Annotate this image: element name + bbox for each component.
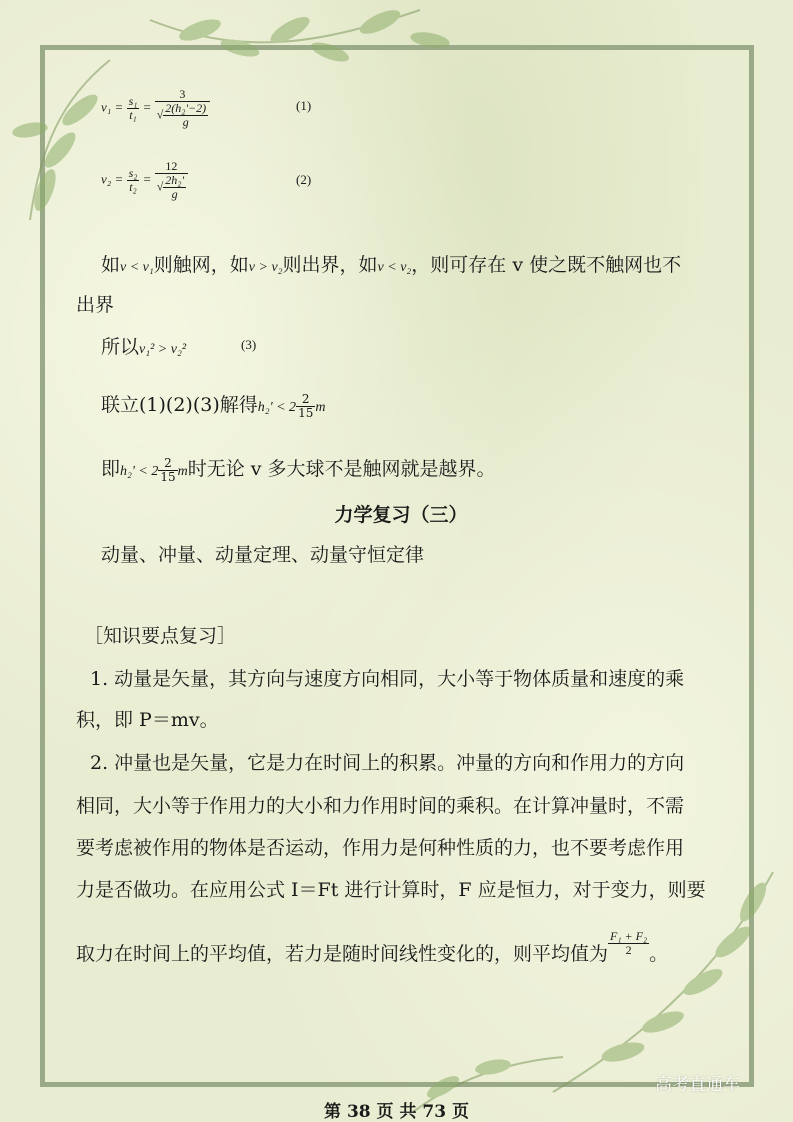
average-force-den: 2 xyxy=(625,943,632,957)
line5-b: 时无论 v 多大球不是触网就是越界。 xyxy=(187,458,496,480)
eq1-sqrt-num: 2(h₂'−2) xyxy=(165,101,207,115)
text-line-2: 出界 xyxy=(76,294,115,316)
line5-a: 即 xyxy=(101,458,121,480)
average-force-fraction xyxy=(608,930,649,957)
eq2-rhs-num: 12 xyxy=(155,160,188,174)
eq1-lhs: v₁ = xyxy=(101,99,124,115)
eq2-fraction xyxy=(127,167,140,194)
line1-d: ，则可存在 v 使之既不触网也不 xyxy=(411,254,682,276)
line1-a: 如 xyxy=(101,254,121,276)
eq1-sqrt-den: g xyxy=(182,115,189,129)
text-line-3 xyxy=(76,334,186,363)
line1-math-1: v < v₁ xyxy=(120,260,154,275)
section-heading: 力学复习（三） xyxy=(334,504,468,526)
para2-line-5 xyxy=(76,930,668,967)
line5-frac-den: 15 xyxy=(160,469,176,484)
line4-frac-num: 2 xyxy=(296,393,315,407)
line4-a: 联立(1)(2)(3)解得 xyxy=(101,394,258,416)
eq1-frac-den: t₁ xyxy=(129,108,137,122)
topic-line: 动量、冲量、动量定理、动量守恒定律 xyxy=(101,544,425,566)
line1-c: 则出界，如 xyxy=(282,254,378,276)
line3-math: v₁² > v₂² xyxy=(139,342,187,357)
text-line-5 xyxy=(76,456,496,485)
eq2-sqrt-den: g xyxy=(171,187,178,201)
line5-frac-num: 2 xyxy=(158,457,177,471)
eq1-rhs xyxy=(155,88,210,129)
eq1-rhs-num: 3 xyxy=(155,88,210,102)
average-force-num: F₁ + F₂ xyxy=(610,929,648,943)
equation-2: v₂ = $\frac{\text{s₂}}{\text{t₂}}$ = 12 √ $\frac{\text{2h₂'}}{g}$ xyxy=(101,160,188,201)
watermark: 高考直通车 xyxy=(655,1075,740,1095)
equation-1: v₁ = $\frac{\text{s₁}}{\text{t₁}}$ = 3 √ $\frac{\text{2(h₂'−2)}}{g}$ xyxy=(101,88,210,129)
eq2-sqrt-num: 2h₂' xyxy=(165,173,185,187)
text-line-1 xyxy=(76,252,681,281)
eq2-rhs-den: √ $\frac{\text{2h₂'}}{g}$ xyxy=(156,173,185,201)
eq2-frac-den: t₂ xyxy=(129,180,137,194)
eq2-number: (2) xyxy=(296,172,312,187)
line1-math-2: v > v₂ xyxy=(248,260,283,275)
eq2-lhs: v₂ = xyxy=(101,171,124,187)
line4-frac-den: 15 xyxy=(298,405,314,420)
para2-line-4: 力是否做功。在应用公式 I＝Ft 进行计算时，F 应是恒力，对于变力，则要 xyxy=(76,879,706,901)
page-footer: 第 38 页 共 73 页 xyxy=(324,1102,469,1122)
para2-end: 。 xyxy=(649,943,669,965)
eq1-frac-num: s₁ xyxy=(128,94,138,108)
line5-math-post: m xyxy=(177,464,188,479)
eq2-rhs xyxy=(155,160,188,201)
eq1-rhs-den: √ $\frac{\text{2(h₂'−2)}}{g}$ xyxy=(156,101,207,129)
line3-a: 所以 xyxy=(101,336,140,358)
line5-fraction xyxy=(158,457,177,484)
para2-line-1: 2. 冲量也是矢量，它是力在时间上的积累。冲量的方向和作用力的方向 xyxy=(90,752,685,774)
para2-line-5-text: 取力在时间上的平均值，若力是随时间线性变化的，则平均值为 xyxy=(76,943,609,965)
knowledge-section-label: ［知识要点复习］ xyxy=(84,625,237,647)
line4-math-post: m xyxy=(315,400,326,415)
line4-math-pre: h₂' < 2 xyxy=(257,400,297,415)
line5-math-pre: h₂' < 2 xyxy=(120,464,159,479)
line4-fraction xyxy=(296,393,315,420)
eq2-frac-num: s₂ xyxy=(128,166,138,180)
para2-line-3: 要考虑被作用的物体是否运动，作用力是何种性质的力，也不要考虑作用 xyxy=(76,837,685,859)
para2-line-2: 相同，大小等于作用力的大小和力作用时间的乘积。在计算冲量时，不需 xyxy=(76,795,685,817)
para1-line-2: 积，即 P＝mv。 xyxy=(76,709,219,731)
eq1-fraction xyxy=(127,95,140,122)
line1-b: 则触网，如 xyxy=(153,254,249,276)
text-line-4 xyxy=(76,392,325,421)
line1-math-3: v < v₂ xyxy=(377,260,412,275)
eq1-number: (1) xyxy=(296,98,312,113)
eq3-number: (3) xyxy=(241,337,257,352)
para1-line-1: 1. 动量是矢量，其方向与速度方向相同，大小等于物体质量和速度的乘 xyxy=(90,668,685,690)
